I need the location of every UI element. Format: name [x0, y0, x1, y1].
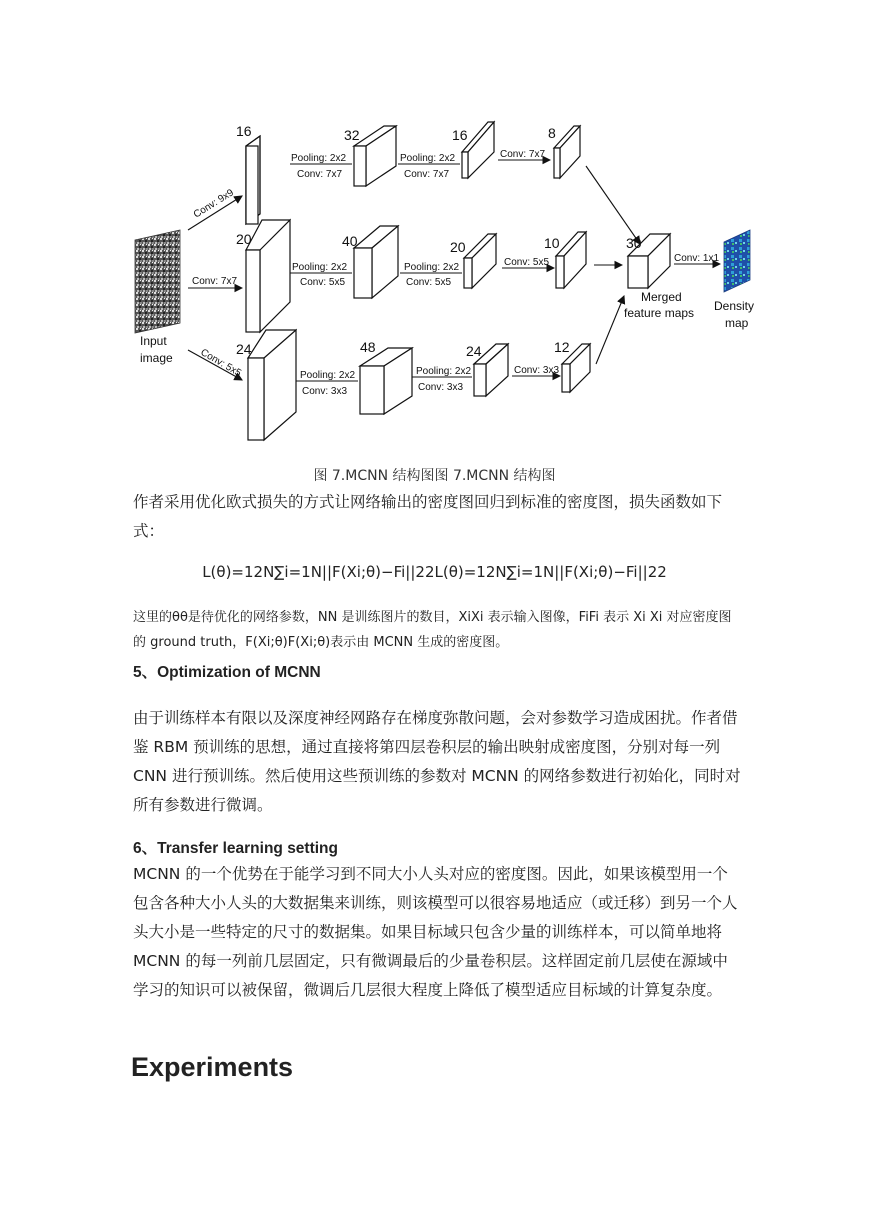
column3-count-1: 24 [236, 341, 252, 357]
column2-count-4: 10 [544, 235, 560, 251]
column1-layer2-box [354, 126, 396, 186]
merged-count: 30 [626, 235, 642, 251]
column3-count-2: 48 [360, 339, 376, 355]
merge-conv-label: Conv: 1x1 [674, 253, 720, 264]
column1-pool1: Pooling: 2x2 [291, 153, 347, 164]
column2-pool1: Pooling: 2x2 [292, 262, 348, 273]
experiments-heading: Experiments [131, 1052, 294, 1082]
input-label-line2: image [140, 351, 173, 365]
column2-layer2-box [354, 226, 398, 298]
column1-count-2: 32 [344, 127, 360, 143]
density-label-line2: map [725, 316, 749, 330]
column3-layer1-box [248, 330, 296, 440]
column2-count-3: 20 [450, 239, 466, 255]
column2-count-1: 20 [236, 231, 252, 247]
density-label-line1: Density [714, 299, 755, 313]
column2-layer3-box [464, 234, 496, 288]
column1-count-4: 8 [548, 125, 556, 141]
column2-entry-conv: Conv: 7x7 [192, 276, 238, 287]
input-label-line1: Input [140, 334, 167, 348]
column1-count-3: 16 [452, 127, 468, 143]
column1-layer4-box [554, 126, 580, 178]
column1-layer1-box [246, 136, 260, 224]
column2-conv3: Conv: 5x5 [504, 257, 550, 268]
column1-conv1: Conv: 7x7 [297, 169, 343, 180]
column3-conv1: Conv: 3x3 [302, 386, 348, 397]
loss-formula: L(θ)=12N∑i=1N||F(Xi;θ)−Fi||22L(θ)=12N∑i=1N||F(Xi;θ)−Fi||22 [202, 563, 667, 581]
column3-count-4: 12 [554, 339, 570, 355]
section5-body: 由于训练样本有限以及深度神经网路存在梯度弥散问题，会对参数学习造成困扰。作者借鉴 RBM 预训练的思想，通过直接将第四层卷积层的输出映射成密度图，分别对每一列 CNN 进行预训练。然后使用这些预训练的参数对 MCNN 的网络参数进行初始化，同时对所有参数进行微调。 [133, 709, 741, 814]
paragraph-loss-intro: 作者采用优化欧式损失的方式让网络输出的密度图回归到标准的密度图，损失函数如下式： [133, 493, 723, 540]
column1-conv3: Conv: 7x7 [500, 149, 546, 160]
column2-conv1: Conv: 5x5 [300, 277, 346, 288]
section6-heading: 6、Transfer learning setting [133, 840, 338, 857]
merged-label-line1: Merged [641, 290, 682, 304]
column3-count-3: 24 [466, 343, 482, 359]
column3-entry-conv: Conv: 5x5 [198, 347, 243, 380]
column2-layer1-box [246, 220, 290, 332]
column2-layer4-box [556, 232, 586, 288]
column2-pool2: Pooling: 2x2 [404, 262, 460, 273]
formula-explanation: 这里的θθ是待优化的网络参数，NN 是训练图片的数目，XiXi 表示输入图像，FiFi 表示 Xi Xi 对应密度图的 ground truth，F(Xi;θ)F(Xi;θ)表示由 MCNN 生成的密度图。 [133, 610, 732, 650]
section5-heading: 5、Optimization of MCNN [133, 664, 321, 681]
mcnn-architecture-figure [130, 118, 770, 448]
column2-count-2: 40 [342, 233, 358, 249]
column1-pool2: Pooling: 2x2 [400, 153, 456, 164]
column3-conv3: Conv: 3x3 [514, 365, 560, 376]
column1-conv2: Conv: 7x7 [404, 169, 450, 180]
merged-label-line2: feature maps [624, 306, 695, 320]
density-map-image [724, 230, 750, 292]
section6-body: MCNN 的一个优势在于能学习到不同大小人头对应的密度图。因此，如果该模型用一个包含各种大小人头的大数据集来训练，则该模型可以很容易地适应（或迁移）到另一个人头大小是一些特定的尺寸的数据集。如果目标域只包含少量的训练样本，可以简单地将 MCNN 的每一列前几层固定，只有微调最后的少量卷积层。这样固定前几层使在源域中学习的知识可以被保留，微调后几层很大程度上降低了模型适应目标域的计算复杂度。 [133, 865, 738, 999]
column1-entry-conv: Conv: 9x9 [191, 187, 236, 221]
column3-pool1: Pooling: 2x2 [300, 370, 356, 381]
figure-caption: 图 7.MCNN 结构图图 7.MCNN 结构图 [313, 468, 556, 484]
column3-pool2: Pooling: 2x2 [416, 366, 472, 377]
column3-conv2: Conv: 3x3 [418, 382, 464, 393]
column3-layer2-box [360, 348, 412, 414]
column2-conv2: Conv: 5x5 [406, 277, 452, 288]
input-image [135, 230, 180, 333]
column1-count-1: 16 [236, 123, 252, 139]
